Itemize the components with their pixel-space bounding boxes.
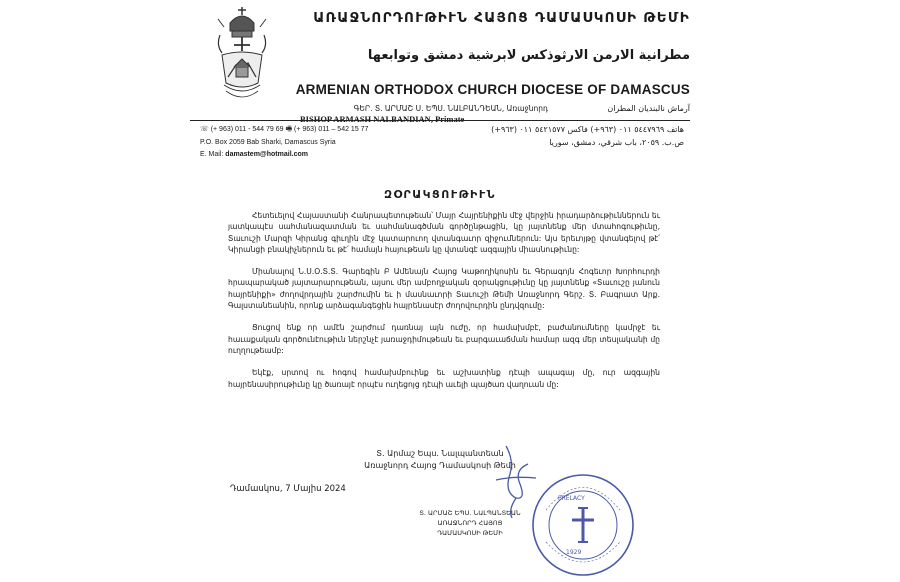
letterhead-arabic-title: مطرانية الارمن الارثوذكس لابرشية دمشق وتوابعها (367, 48, 690, 63)
letterhead-armenian-title: ԱՌԱՋՆՈՐԴՈՒԹԻՒՆ ՀԱՅՈՑ ԴԱՄԱՍԿՈՍԻ ԹԵՄԻ (313, 10, 690, 26)
letter-page (190, 0, 690, 582)
stamp-line-name: Տ. ԱՐՄԱՇ ԵՊՍ. ՆԱԼՊԱՆՏԵԱՆ (419, 509, 521, 517)
po-box-line: P.O. Box 2059 Bab Sharki, Damascus Syria (200, 138, 336, 146)
paragraph: Միանալով Ն.Ս.Օ.Տ.Տ. Գարեգին Բ Ամենայն Հայոց Կաթողիկոսին եւ Գերագոյն Հոգեւոր Խորհուրդի հրապարակած յայտարարութեան, այսու մեր ամբողջական զօրակցութիւնը կը յայտնենք «Տաւուշը յանուն հայրենիքի» ժողովրդային շարժումին եւ ի մասնաւորի Տաւուշի Թեմի Առաջնորդ Գերշ. Տ. Բագրատ Արք. Գալստանեանին, որոնք արձագանգեցին հայրենասէր ժողովուրդին ընդվզումը: (228, 267, 660, 311)
paragraph: Ցուցով ենք որ ամէն շարժում դառնայ այն ուժը, որ համախմբէ, բաժանումները կամրջէ եւ հաւաքական գործունէութիւն ներշնչէ յառաջդիմութեան եւ բարգաւաճման համար ազգ մեր տեսլականի մը ուղղութեամբ: (228, 323, 660, 355)
paragraph: Եկէք, սրտով ու հոգով համախմբուինք եւ աշխատինք դէպի ապագայ մը, ուր ազգային հայրենասիրութիւնը կը ծառայէ որպէս ուղեցոյց դէպի աւելի պայծառ վաղուան մը: (228, 368, 660, 389)
letterhead-english-title: ARMENIAN ORTHODOX CHURCH DIOCESE OF DAMASCUS (295, 82, 690, 97)
email-label: E. Mail: (200, 151, 226, 158)
bishop-armenian: ԳԵՐ. Տ. ԱՐՄԱՇ Ս. ԵՊՍ. ՆԱԼԲԱՆԴԵԱՆ, Առաջնորդ (353, 104, 548, 113)
svg-text:PRELACY: PRELACY (558, 495, 585, 502)
signatory-block (190, 448, 690, 472)
email-link[interactable]: damastem@hotmail.com (225, 151, 308, 158)
phone-fax-line: ☏ (+ 963) 011 - 544 79 69 🖷 (+ 963) 011 – 542 15 77 (200, 126, 369, 133)
signatory-title: Առաջնորդ Հայոց Դամասկոսի Թեմի (364, 461, 516, 470)
signatory-name: Տ. Արմաշ Եպս. Նալպանտեան (376, 449, 504, 458)
contact-block-english (200, 124, 368, 162)
typed-signature-block (390, 508, 550, 538)
header-divider (190, 120, 690, 121)
letter-body (228, 210, 660, 401)
stamp-line-diocese: ԴԱՄԱՍԿՈՍԻ ԹԵՄԻ (437, 529, 503, 537)
stamp-line-title: ԱՌԱՋՆՈՐԴ ՀԱՅՈՑ (437, 519, 503, 527)
church-crest-logo (212, 5, 272, 111)
bishop-arabic: آرماش نالبنديان المطران (607, 104, 690, 113)
letter-date: Դամասկոս, 7 Մայիս 2024 (230, 484, 346, 494)
paragraph: Հետեւելով Հայաստանի Հանրապետութեան՝ Մայր Հայրենիքին մէջ վերջին իրադարձութիւններուն եւ յատկապէս սահմանազատման եւ սահմանագծման գործընթացին, կը յայտնենք մեր մտահոգութիւնը, Տաւուշի Մարզի Կիրանց գիւղին մէջ կատարուող վտանգաւոր զիջումներուն: Այս երեւոյթը վտանգելով թէ՛ Կիրանցի բնակիչներուն եւ թէ՛ համայն հայութեան կը վտանգէ ազգային միասնութիւնը: (228, 211, 660, 254)
contact-block-arabic (491, 124, 684, 149)
arabic-phone-line: هاتف ٥٤٤٧٩٦٩ ٠١١ (٩٦٣+) فاكس ٥٤٢١٥٧٧ ٠١١ (٩٦٣+) (491, 125, 684, 134)
svg-text:1929: 1929 (566, 549, 582, 556)
email-line (200, 149, 368, 162)
document-title: ԶՕՐԱԿՑՈՒԹԻՒՆ (383, 188, 497, 201)
bishop-line (210, 104, 690, 124)
bishop-english: BISHOP ARMASH NALBANDIAN, Primate (300, 114, 465, 124)
arabic-address-line: ص.ب. ٢٠٥٩، باب شرقي، دمشق، سوريا (549, 137, 684, 147)
